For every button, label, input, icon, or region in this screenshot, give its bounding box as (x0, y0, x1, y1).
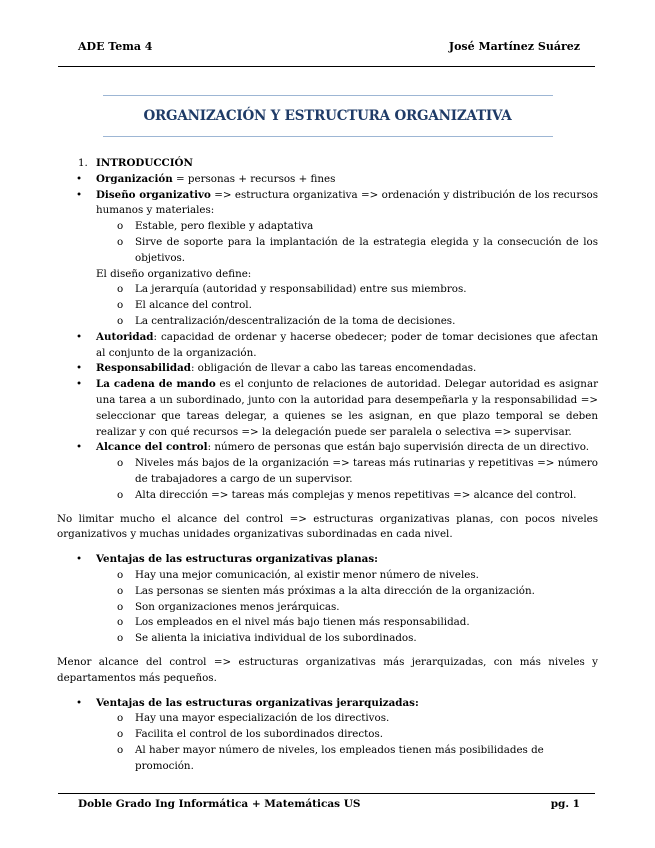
sub-list-item: o Estable, pero flexible y adaptativa (57, 219, 598, 235)
sub-bullet: o (117, 457, 124, 470)
sub-list-item: o Alta dirección => tareas más complejas y menos repetitivas => alcance del control. (57, 488, 598, 504)
page-header (78, 40, 580, 53)
sub-bullet: o (117, 712, 124, 725)
sub-bullet: o (117, 616, 124, 629)
term: Alcance del control (96, 441, 208, 454)
sub-bullet: o (117, 314, 124, 327)
bullet: • (76, 441, 83, 454)
title-rule-top (103, 95, 553, 96)
definition: : número de personas que están bajo supervisión directa de un directivo. (207, 441, 589, 454)
sub-list-item: o Son organizaciones menos jerárquicas. (57, 600, 598, 616)
sub-bullet: o (117, 568, 124, 581)
sub-bullet: o (117, 743, 124, 756)
sub-bullet: o (117, 235, 124, 248)
section-title: INTRODUCCIÓN (96, 157, 193, 169)
sub-bullet: o (117, 728, 124, 741)
bullet: • (76, 362, 83, 375)
definition: => estructura organizativa => ordenación y distribución de los recursos humanos y materiales: (96, 188, 599, 217)
sub-bullet: o (117, 299, 124, 312)
sub-list-item: o Las personas se sienten más próximas a la alta dirección de la organización. (57, 584, 598, 600)
term: La cadena de mando (96, 378, 216, 391)
section-number: 1. (78, 157, 88, 169)
list-item (57, 440, 598, 456)
header-left: ADE Tema 4 (78, 40, 153, 53)
bullet: • (76, 188, 83, 201)
document-body (57, 156, 598, 774)
sub-list-item: o La centralización/descentralización de la toma de decisiones. (57, 314, 598, 330)
list-item (57, 172, 598, 188)
bullet: • (76, 330, 83, 343)
list-item (57, 361, 598, 377)
header-rule (58, 66, 595, 67)
list-item (57, 552, 598, 568)
definition: : capacidad de ordenar y hacerse obedecer; poder de tomar decisiones que afectan al conjunto de la organización. (96, 330, 598, 359)
list-item (57, 188, 598, 220)
bullet: • (76, 378, 83, 391)
list-heading: Ventajas de las estructuras organizativas jerarquizadas: (96, 696, 419, 709)
title-rule-bottom (103, 136, 553, 137)
sub-list-item: o Los empleados en el nivel más bajo tienen más responsabilidad. (57, 615, 598, 631)
sub-list-item: o La jerarquía (autoridad y responsabilidad) entre sus miembros. (57, 282, 598, 298)
footer-rule (58, 793, 595, 794)
sub-bullet: o (117, 488, 124, 501)
bullet: • (76, 553, 83, 566)
sub-bullet: o (117, 283, 124, 296)
term: Diseño organizativo (96, 188, 211, 201)
page-title: ORGANIZACIÓN Y ESTRUCTURA ORGANIZATIVA (143, 108, 512, 124)
term: Responsabilidad (96, 362, 191, 375)
section-heading (57, 156, 598, 172)
sub-bullet: o (117, 600, 124, 613)
sub-bullet: o (117, 220, 124, 233)
define-label: El diseño organizativo define: (96, 267, 252, 280)
footer-left: Doble Grado Ing Informática + Matemáticas US (78, 798, 361, 810)
header-right: José Martínez Suárez (448, 40, 580, 53)
sub-list-item: o Niveles más bajos de la organización => tareas más rutinarias y repetitivas => número de trabajadores a cargo de un supervisor. (117, 457, 598, 485)
sub-bullet: o (117, 632, 124, 645)
list-heading: Ventajas de las estructuras organizativas planas: (96, 553, 378, 566)
sub-list-item: o Se alienta la iniciativa individual de los subordinados. (57, 631, 598, 647)
bullet: • (76, 172, 83, 185)
sub-list-item: o Hay una mejor comunicación, al existir menor número de niveles. (57, 568, 598, 584)
definition: es el conjunto de relaciones de autoridad. Delegar autoridad es asignar una tarea a un subordinado, junto con la autoridad para desempeñarla y la responsabilidad => seleccionar que tareas delegar, a quienes se les asignan, en que plazo temporal se deben realizar y con qué recursos => la delegación puede ser paralela o selectiva => supervisar. (96, 378, 599, 438)
definition: = personas + recursos + fines (172, 172, 336, 185)
sub-list-item: o Hay una mayor especialización de los directivos. (57, 711, 598, 727)
definition: : obligación de llevar a cabo las tareas encomendadas. (190, 362, 477, 375)
term: Organización (96, 172, 173, 185)
term: Autoridad (96, 330, 154, 343)
list-item (57, 696, 598, 712)
list-item (57, 377, 598, 440)
page-number: pg. 1 (550, 798, 580, 810)
sub-list-item: o Sirve de soporte para la implantación de la estrategia elegida y la consecución de los objetivos. (117, 235, 598, 264)
sub-list-item: o Facilita el control de los subordinados directos. (57, 727, 598, 743)
paragraph-jerarquizadas: Menor alcance del control => estructuras organizativas más jerarquizadas, con más niveles y departamentos más pequeños. (57, 655, 598, 684)
sub-list-item: o El alcance del control. (57, 298, 598, 314)
bullet: • (76, 696, 83, 709)
sub-list-item: o Al haber mayor número de niveles, los empleados tienen más posibilidades de promoción. (117, 743, 544, 772)
page-footer (78, 798, 580, 810)
paragraph-planas: No limitar mucho el alcance del control => estructuras organizativas planas, con pocos niveles organizativos y muchas unidades organizativas subordinadas en cada nivel. (57, 512, 598, 541)
list-item (57, 330, 598, 362)
sub-bullet: o (117, 584, 124, 597)
